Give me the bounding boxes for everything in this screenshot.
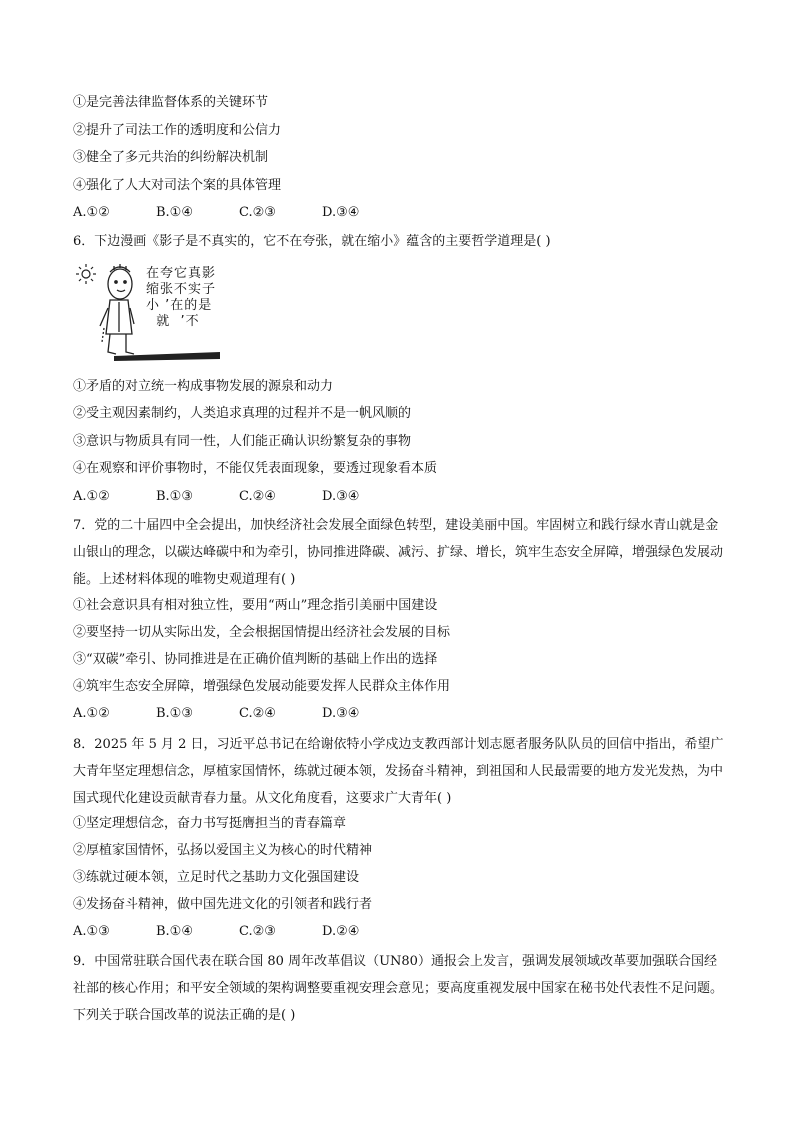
option-a[interactable]: A.①③ <box>73 924 110 939</box>
option-d[interactable]: D.③④ <box>322 489 360 504</box>
q7-stem: 7．党的二十届四中全会提出，加快经济社会发展全面绿色转型，建设美丽中国。牢固树立和践行绿水青山就是金山银山的理念，以碳达峰碳中和为牵引，协同推进降碳、减污、扩绿、增长，筑牢生态安全屏障，增强绿色发展动能。上述材料体现的唯物史观道理有( ) <box>73 518 724 587</box>
option-d[interactable]: D.②④ <box>322 924 360 939</box>
option-c[interactable]: C.②④ <box>239 489 276 504</box>
q9-stem: 9．中国常驻联合国代表在联合国 80 周年改革倡议（UN80）通报会上发言，强调发展领域改革要加强联合国经社部的核心作用；和平安全领域的架构调整要重视安理会意见；要高度重视发展中国家在秘书处代表性不足问题。下列关于联合国改革的说法正确的是( ) <box>73 954 724 1023</box>
q6-item-3: ③意识与物质具有同一性，人们能正确认识纷繁复杂的事物 <box>73 434 412 449</box>
cartoon-caption-line-2: 缩张不实子 <box>146 282 217 297</box>
q5-item-3: ③健全了多元共治的纠纷解决机制 <box>73 150 269 165</box>
q7-item-1: ①社会意识具有相对独立性，要用“两山”理念指引美丽中国建设 <box>73 598 438 613</box>
q5-item-2: ②提升了司法工作的透明度和公信力 <box>73 123 282 138</box>
q7-options <box>73 705 405 723</box>
sun-icon <box>76 264 96 284</box>
q6-stem: 6．下边漫画《影子是不真实的，它不在夸张，就在缩小》蕴含的主要哲学道理是( ) <box>73 234 551 249</box>
q6-item-4: ④在观察和评价事物时，不能仅凭表面现象，要透过现象看本质 <box>73 461 438 476</box>
cartoon-caption-line-3: 小 ’在的是 <box>146 298 213 313</box>
cartoon-caption-line-1: 在夸它真影 <box>146 266 217 281</box>
q7-item-2: ②要坚持一切从实际出发，全会根据国情提出经济社会发展的目标 <box>73 625 451 640</box>
q5-item-1: ①是完善法律监督体系的关键环节 <box>73 95 269 110</box>
option-d[interactable]: D.③④ <box>322 205 360 220</box>
q6-item-2: ②受主观因素制约，人类追求真理的过程并不是一帆风顺的 <box>73 406 412 421</box>
q7-item-3: ③“双碳”牵引、协同推进是在正确价值判断的基础上作出的选择 <box>73 652 438 667</box>
q8-stem: 8．2025 年 5 月 2 日，习近平总书记在给谢依特小学戍边支教西部计划志愿者服务队队员的回信中指出，希望广大青年坚定理想信念，厚植家国情怀，练就过硬本领，发扬奋斗精神，到祖国和人民最需要的地方发光发热，为中国式现代化建设贡献青春力量。从文化角度看，这要求广大青年( ) <box>73 737 724 806</box>
option-a[interactable]: A.①② <box>73 489 110 504</box>
option-b[interactable]: B.①③ <box>156 706 193 721</box>
cartoon-caption-line-4: 就 ’不 <box>146 314 200 329</box>
q6-options <box>73 488 405 506</box>
option-b[interactable]: B.①④ <box>156 924 193 939</box>
option-d[interactable]: D.③④ <box>322 706 360 721</box>
q8-item-4: ④发扬奋斗精神，做中国先进文化的引领者和践行者 <box>73 897 373 912</box>
option-b[interactable]: B.①③ <box>156 489 193 504</box>
q7-item-4: ④筑牢生态安全屏障，增强绿色发展动能要发挥人民群众主体作用 <box>73 679 451 694</box>
character-figure <box>100 264 134 354</box>
option-b[interactable]: B.①④ <box>156 205 193 220</box>
q5-options <box>73 204 405 222</box>
option-c[interactable]: C.②③ <box>239 205 276 220</box>
option-a[interactable]: A.①② <box>73 706 110 721</box>
q8-item-1: ①坚定理想信念，奋力书写挺膺担当的青春篇章 <box>73 816 347 831</box>
q8-item-3: ③练就过硬本领，立足时代之基助力文化强国建设 <box>73 870 360 885</box>
q8-options <box>73 923 405 941</box>
option-a[interactable]: A.①② <box>73 205 110 220</box>
q8-item-2: ②厚植家国情怀，弘扬以爱国主义为核心的时代精神 <box>73 843 373 858</box>
option-c[interactable]: C.②④ <box>239 706 276 721</box>
cartoon-figure <box>74 262 234 372</box>
q6-item-1: ①矛盾的对立统一构成事物发展的源泉和动力 <box>73 379 334 394</box>
option-c[interactable]: C.②③ <box>239 924 276 939</box>
q5-item-4: ④强化了人大对司法个案的具体管理 <box>73 178 282 193</box>
